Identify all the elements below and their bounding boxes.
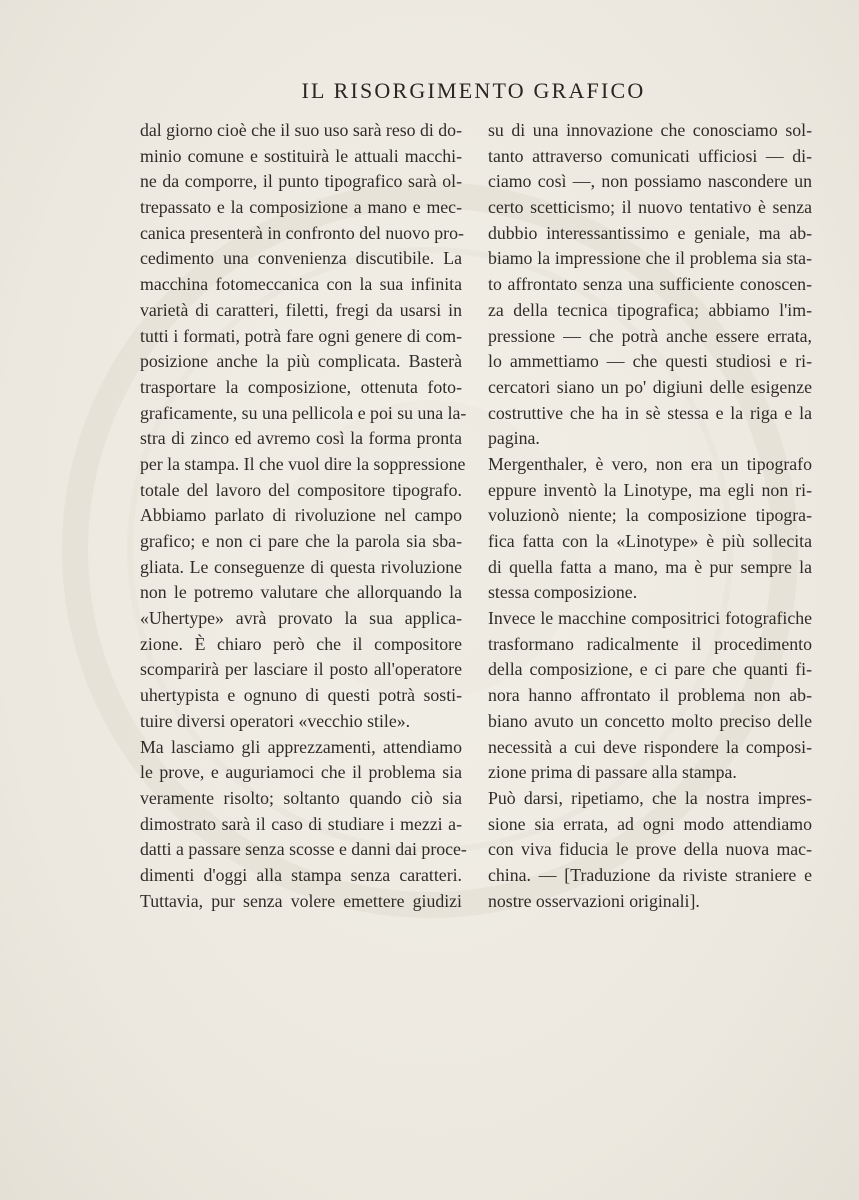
text-line: china. — [Traduzione da riviste straniere e	[488, 864, 812, 885]
paragraph	[140, 735, 467, 915]
text-line: le prove, e auguriamoci che il problema sia	[140, 762, 462, 783]
text-line: sione sia errata, ad ogni modo attendiamo	[488, 813, 812, 834]
text-line: tuire diversi operatori «vecchio stile».	[140, 710, 411, 731]
text-column-right	[488, 118, 812, 914]
paragraph	[488, 786, 812, 914]
paragraph	[488, 452, 812, 606]
text-line: dubbio interessantissimo e geniale, ma ab-	[488, 222, 812, 243]
text-line: datti a passare senza scosse e danni dai proce-	[140, 839, 467, 860]
text-line: minio comune e sostituirà le attuali macchi-	[140, 145, 462, 166]
text-line: gliata. Le conseguenze di questa rivoluzione	[140, 556, 462, 577]
text-line: zione. È chiaro però che il compositore	[140, 633, 462, 654]
text-line: cercatori siano un po' digiuni delle esigenze	[488, 376, 812, 397]
text-line: veramente risolto; soltanto quando ciò sia	[140, 787, 462, 808]
text-line: Ma lasciamo gli apprezzamenti, attendiamo	[140, 736, 462, 757]
text-line: voluzionò niente; la composizione tipogra-	[488, 505, 812, 526]
text-line: certo scetticismo; il nuovo tentativo è senza	[488, 197, 812, 218]
text-line: trasformano radicalmente il procedimento	[488, 633, 812, 654]
text-line: lo ammettiamo — che questi studiosi e ri-	[488, 351, 812, 372]
text-line: nora hanno affrontato il problema non ab-	[488, 685, 812, 706]
text-line: totale del lavoro del compositore tipografo.	[140, 479, 462, 500]
text-line: costruttive che ha in sè stessa e la riga e la	[488, 402, 812, 423]
text-line: pagina.	[488, 428, 540, 449]
text-line: Invece le macchine compositrici fotografiche	[488, 608, 812, 629]
text-line: eppure inventò la Linotype, ma egli non ri-	[488, 479, 812, 500]
text-line: pressione — che potrà anche essere errata,	[488, 325, 812, 346]
text-line: cedimento una convenienza discutibile. La	[140, 248, 462, 269]
text-line: biano avuto un concetto molto preciso delle	[488, 710, 812, 731]
text-line: ciamo così —, non possiamo nascondere un	[488, 171, 812, 192]
text-line: biamo la impressione che il problema sia sta-	[488, 248, 812, 269]
text-line: zione prima di passare alla stampa.	[488, 762, 737, 783]
text-line: posizione anche la più complicata. Basterà	[140, 351, 462, 372]
text-line: tanto attraverso comunicati ufficiosi — di-	[488, 145, 812, 166]
text-line: Mergenthaler, è vero, non era un tipografo	[488, 453, 812, 474]
text-line: su di una innovazione che conosciamo sol-	[488, 120, 812, 140]
text-line: con viva fiducia le prove della nuova mac-	[488, 839, 812, 860]
text-line: za della tecnica tipografica; abbiamo l'im-	[488, 299, 812, 320]
text-line: trepassato e la composizione a mano e mec-	[140, 197, 462, 218]
text-line: to affrontato senza una sufficiente conoscen-	[488, 274, 812, 295]
text-line: canica presenterà in confronto del nuovo pro-	[140, 222, 464, 243]
text-line: ne da comporre, il punto tipografico sarà ol-	[140, 171, 462, 192]
text-line: Può darsi, ripetiamo, che la nostra impres-	[488, 787, 812, 808]
text-line: dal giorno cioè che il suo uso sarà reso di do-	[140, 120, 462, 140]
text-line: «Uhertype» avrà provato la sua applica-	[140, 608, 462, 629]
text-line: della composizione, e ci pare che quanti fi-	[488, 659, 812, 680]
text-line: grafico; e non ci pare che la parola sia sba-	[140, 531, 462, 551]
text-line: uhertypista e ognuno di questi potrà sosti-	[140, 685, 462, 706]
text-line: graficamente, su una pellicola e poi su una la-	[140, 402, 467, 423]
text-line: stra di zinco ed avremo così la forma pronta	[140, 428, 462, 449]
text-line: dimostrato sarà il caso di studiare i mezzi a-	[140, 813, 462, 834]
text-line: varietà di caratteri, filetti, fregi da usarsi in	[140, 299, 462, 320]
text-line: stessa composizione.	[488, 582, 638, 603]
paragraph	[488, 606, 812, 786]
text-line: necessità a cui deve rispondere la composi-	[488, 736, 812, 757]
text-line: trasportare la composizione, ottenuta foto-	[140, 376, 462, 397]
text-line: tutti i formati, potrà fare ogni genere di com-	[140, 325, 462, 346]
paragraph	[140, 118, 467, 735]
text-line: Abbiamo parlato di rivoluzione nel campo	[140, 505, 462, 526]
text-line: Tuttavia, pur senza volere emettere giudizi	[140, 890, 462, 911]
running-head: IL RISORGIMENTO GRAFICO	[301, 78, 646, 103]
paragraph	[488, 118, 812, 452]
text-line: scomparirà per lasciare il posto all'operatore	[140, 659, 462, 680]
text-line: per la stampa. Il che vuol dire la soppressione	[140, 453, 466, 474]
text-column-left	[140, 118, 467, 914]
text-line: macchina fotomeccanica con la sua infinita	[140, 274, 462, 295]
text-line: non le potremo valutare che allorquando la	[140, 582, 462, 603]
text-line: fica fatta con la «Linotype» è più sollecita	[488, 531, 812, 551]
text-line: nostre osservazioni originali].	[488, 890, 700, 911]
text-line: dimenti d'oggi alla stampa senza caratteri.	[140, 864, 462, 885]
text-line: di quella fatta a mano, ma è pur sempre la	[488, 556, 812, 577]
